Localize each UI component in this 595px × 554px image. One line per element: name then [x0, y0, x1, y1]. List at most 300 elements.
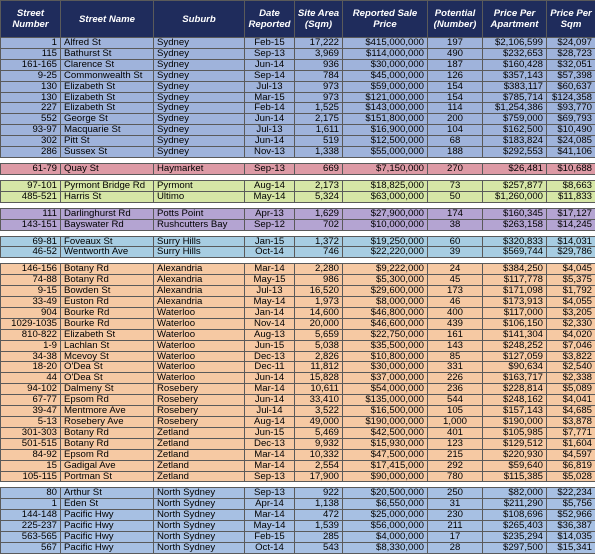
- cell-street-name: Bowden St: [61, 286, 154, 297]
- cell-sale-price: $18,825,000: [343, 180, 428, 191]
- cell-sale-price: $114,000,000: [343, 48, 428, 59]
- cell-price-per-sqm: $5,089: [547, 384, 595, 395]
- cell-date-reported: Dec-13: [245, 351, 295, 362]
- cell-price-per-sqm: $24,085: [547, 136, 595, 147]
- cell-street-name: Dalmeny St: [61, 384, 154, 395]
- cell-sale-price: $22,220,000: [343, 247, 428, 258]
- cell-price-per-apartment: $383,117: [483, 81, 547, 92]
- cell-price-per-sqm: $4,045: [547, 264, 595, 275]
- cell-site-area: 3,522: [295, 406, 343, 417]
- cell-street-number: 67-77: [1, 395, 61, 406]
- table-body: [1, 38, 595, 554]
- cell-suburb: Sydney: [154, 136, 245, 147]
- cell-street-number: 18-20: [1, 362, 61, 373]
- cell-potential: 780: [428, 471, 483, 482]
- cell-sale-price: $45,000,000: [343, 70, 428, 81]
- cell-potential: 50: [428, 191, 483, 202]
- cell-price-per-sqm: $4,597: [547, 449, 595, 460]
- table-row: [1, 163, 595, 174]
- cell-street-number: 552: [1, 114, 61, 125]
- cell-site-area: 20,000: [295, 318, 343, 329]
- table-row: [1, 180, 595, 191]
- table-row: [1, 351, 595, 362]
- cell-price-per-apartment: $785,714: [483, 92, 547, 103]
- cell-street-name: George St: [61, 114, 154, 125]
- cell-price-per-sqm: $14,031: [547, 236, 595, 247]
- cell-price-per-sqm: $3,205: [547, 307, 595, 318]
- cell-price-per-apartment: $90,634: [483, 362, 547, 373]
- table-row: [1, 542, 595, 553]
- cell-potential: 292: [428, 460, 483, 471]
- cell-date-reported: Jun-15: [245, 340, 295, 351]
- col-header-suburb: Suburb: [154, 1, 245, 38]
- cell-sale-price: $46,800,000: [343, 307, 428, 318]
- table-row: [1, 286, 595, 297]
- cell-street-name: O'Dea St: [61, 373, 154, 384]
- cell-potential: 143: [428, 340, 483, 351]
- cell-suburb: Sydney: [154, 48, 245, 59]
- cell-street-name: Macquarie St: [61, 125, 154, 136]
- cell-price-per-sqm: $4,041: [547, 395, 595, 406]
- cell-street-name: Bourke Rd: [61, 318, 154, 329]
- cell-site-area: 1,338: [295, 147, 343, 158]
- cell-sale-price: $35,500,000: [343, 340, 428, 351]
- cell-price-per-sqm: $2,330: [547, 318, 595, 329]
- table-row: [1, 103, 595, 114]
- table-row: [1, 247, 595, 258]
- cell-price-per-apartment: $357,143: [483, 70, 547, 81]
- cell-suburb: Surry Hills: [154, 247, 245, 258]
- cell-potential: 154: [428, 81, 483, 92]
- table-row: [1, 125, 595, 136]
- cell-date-reported: Sep-14: [245, 70, 295, 81]
- cell-suburb: Rosebery: [154, 384, 245, 395]
- cell-street-name: Epsom Rd: [61, 395, 154, 406]
- cell-date-reported: Mar-14: [245, 449, 295, 460]
- col-header-site-area: Site Area (Sqm): [295, 1, 343, 38]
- cell-price-per-apartment: $292,553: [483, 147, 547, 158]
- cell-sale-price: $54,000,000: [343, 384, 428, 395]
- cell-site-area: 3,969: [295, 48, 343, 59]
- cell-suburb: North Sydney: [154, 510, 245, 521]
- cell-price-per-apartment: $384,250: [483, 264, 547, 275]
- table-row: [1, 340, 595, 351]
- cell-sale-price: $15,930,000: [343, 438, 428, 449]
- cell-price-per-sqm: $11,833: [547, 191, 595, 202]
- cell-potential: 1,000: [428, 417, 483, 428]
- cell-price-per-sqm: $14,035: [547, 532, 595, 543]
- cell-site-area: 11,812: [295, 362, 343, 373]
- cell-suburb: Zetland: [154, 460, 245, 471]
- cell-date-reported: Jul-13: [245, 125, 295, 136]
- cell-price-per-apartment: $106,150: [483, 318, 547, 329]
- cell-sale-price: $42,500,000: [343, 427, 428, 438]
- table-row: [1, 362, 595, 373]
- cell-site-area: 49,000: [295, 417, 343, 428]
- cell-potential: 270: [428, 163, 483, 174]
- cell-sale-price: $90,000,000: [343, 471, 428, 482]
- cell-sale-price: $22,750,000: [343, 329, 428, 340]
- cell-suburb: Pyrmont: [154, 180, 245, 191]
- cell-price-per-apartment: $117,778: [483, 275, 547, 286]
- cell-street-number: 80: [1, 488, 61, 499]
- cell-street-name: Elizabeth St: [61, 329, 154, 340]
- cell-price-per-sqm: $15,341: [547, 542, 595, 553]
- cell-street-name: Bathurst St: [61, 48, 154, 59]
- cell-street-name: Botany Rd: [61, 264, 154, 275]
- cell-price-per-apartment: $297,500: [483, 542, 547, 553]
- cell-street-name: Gadigal Ave: [61, 460, 154, 471]
- cell-suburb: North Sydney: [154, 499, 245, 510]
- cell-street-number: 146-156: [1, 264, 61, 275]
- cell-sale-price: $7,150,000: [343, 163, 428, 174]
- cell-suburb: Zetland: [154, 427, 245, 438]
- cell-street-number: 5-13: [1, 417, 61, 428]
- cell-date-reported: Aug-13: [245, 329, 295, 340]
- cell-price-per-apartment: $183,824: [483, 136, 547, 147]
- cell-sale-price: $63,000,000: [343, 191, 428, 202]
- cell-suburb: Zetland: [154, 449, 245, 460]
- cell-date-reported: Apr-14: [245, 499, 295, 510]
- cell-potential: 28: [428, 542, 483, 553]
- cell-sale-price: $8,330,000: [343, 542, 428, 553]
- cell-price-per-sqm: $124,358: [547, 92, 595, 103]
- cell-price-per-apartment: $1,254,386: [483, 103, 547, 114]
- cell-potential: 73: [428, 180, 483, 191]
- col-header-potential: Potential (Number): [428, 1, 483, 38]
- cell-suburb: Rosebery: [154, 417, 245, 428]
- cell-price-per-apartment: $248,252: [483, 340, 547, 351]
- cell-street-name: Wentworth Ave: [61, 247, 154, 258]
- cell-potential: 38: [428, 219, 483, 230]
- cell-price-per-sqm: $7,046: [547, 340, 595, 351]
- cell-potential: 226: [428, 373, 483, 384]
- cell-price-per-apartment: $1,260,000: [483, 191, 547, 202]
- cell-date-reported: Oct-14: [245, 247, 295, 258]
- cell-sale-price: $30,000,000: [343, 59, 428, 70]
- cell-street-name: Mcevoy St: [61, 351, 154, 362]
- cell-date-reported: Dec-11: [245, 362, 295, 373]
- cell-street-name: Mentmore Ave: [61, 406, 154, 417]
- cell-price-per-apartment: $108,696: [483, 510, 547, 521]
- table-row: [1, 136, 595, 147]
- cell-street-number: 46-52: [1, 247, 61, 258]
- cell-sale-price: $6,550,000: [343, 499, 428, 510]
- cell-suburb: Ultimo: [154, 191, 245, 202]
- cell-suburb: North Sydney: [154, 488, 245, 499]
- cell-site-area: 17,900: [295, 471, 343, 482]
- cell-site-area: 10,611: [295, 384, 343, 395]
- cell-sale-price: $9,222,000: [343, 264, 428, 275]
- cell-street-number: 567: [1, 542, 61, 553]
- table-row: [1, 59, 595, 70]
- cell-suburb: Rosebery: [154, 395, 245, 406]
- table-row: [1, 70, 595, 81]
- cell-site-area: 1,372: [295, 236, 343, 247]
- cell-street-number: 69-81: [1, 236, 61, 247]
- cell-date-reported: Sep-13: [245, 471, 295, 482]
- cell-price-per-apartment: $759,000: [483, 114, 547, 125]
- cell-site-area: 784: [295, 70, 343, 81]
- cell-potential: 39: [428, 247, 483, 258]
- cell-street-name: Alfred St: [61, 38, 154, 49]
- cell-street-number: 1: [1, 38, 61, 49]
- cell-street-number: 130: [1, 81, 61, 92]
- table-row: [1, 318, 595, 329]
- cell-date-reported: Jun-14: [245, 136, 295, 147]
- cell-street-number: 34-38: [1, 351, 61, 362]
- cell-price-per-apartment: $569,744: [483, 247, 547, 258]
- cell-price-per-apartment: $163,717: [483, 373, 547, 384]
- cell-site-area: 10,332: [295, 449, 343, 460]
- cell-potential: 154: [428, 92, 483, 103]
- cell-potential: 401: [428, 427, 483, 438]
- cell-price-per-sqm: $4,685: [547, 406, 595, 417]
- cell-street-number: 33-49: [1, 297, 61, 308]
- table-row: [1, 48, 595, 59]
- cell-site-area: 5,038: [295, 340, 343, 351]
- cell-site-area: 33,410: [295, 395, 343, 406]
- cell-suburb: Sydney: [154, 103, 245, 114]
- cell-suburb: Sydney: [154, 70, 245, 81]
- cell-street-number: 130: [1, 92, 61, 103]
- cell-sale-price: $16,500,000: [343, 406, 428, 417]
- cell-price-per-apartment: $211,290: [483, 499, 547, 510]
- cell-street-name: Harris St: [61, 191, 154, 202]
- cell-date-reported: Mar-15: [245, 92, 295, 103]
- cell-date-reported: Jun-14: [245, 114, 295, 125]
- cell-street-name: Pitt St: [61, 136, 154, 147]
- cell-street-number: 904: [1, 307, 61, 318]
- cell-date-reported: Jan-14: [245, 307, 295, 318]
- table-row: [1, 191, 595, 202]
- table-row: [1, 499, 595, 510]
- cell-price-per-sqm: $93,770: [547, 103, 595, 114]
- cell-price-per-apartment: $162,500: [483, 125, 547, 136]
- cell-sale-price: $151,800,000: [343, 114, 428, 125]
- cell-date-reported: Aug-14: [245, 417, 295, 428]
- cell-suburb: Waterloo: [154, 351, 245, 362]
- cell-price-per-apartment: $2,106,599: [483, 38, 547, 49]
- table-row: [1, 510, 595, 521]
- cell-price-per-apartment: $129,512: [483, 438, 547, 449]
- cell-site-area: 9,932: [295, 438, 343, 449]
- cell-price-per-sqm: $52,966: [547, 510, 595, 521]
- cell-suburb: Sydney: [154, 92, 245, 103]
- cell-street-name: Botany Rd: [61, 438, 154, 449]
- cell-price-per-apartment: $257,877: [483, 180, 547, 191]
- cell-date-reported: Dec-13: [245, 438, 295, 449]
- cell-potential: 188: [428, 147, 483, 158]
- cell-street-name: Pacific Hwy: [61, 542, 154, 553]
- cell-date-reported: Nov-14: [245, 318, 295, 329]
- cell-date-reported: May-15: [245, 275, 295, 286]
- table-row: [1, 219, 595, 230]
- cell-street-number: 93-97: [1, 125, 61, 136]
- cell-potential: 400: [428, 307, 483, 318]
- cell-price-per-apartment: $160,428: [483, 59, 547, 70]
- cell-site-area: 973: [295, 81, 343, 92]
- cell-site-area: 5,659: [295, 329, 343, 340]
- cell-sale-price: $20,500,000: [343, 488, 428, 499]
- cell-street-number: 225-237: [1, 521, 61, 532]
- cell-price-per-apartment: $248,162: [483, 395, 547, 406]
- cell-sale-price: $16,900,000: [343, 125, 428, 136]
- cell-street-name: Pacific Hwy: [61, 510, 154, 521]
- cell-sale-price: $121,000,000: [343, 92, 428, 103]
- cell-potential: 114: [428, 103, 483, 114]
- cell-price-per-sqm: $10,688: [547, 163, 595, 174]
- cell-street-number: 84-92: [1, 449, 61, 460]
- cell-date-reported: Feb-15: [245, 38, 295, 49]
- cell-site-area: 973: [295, 92, 343, 103]
- cell-price-per-apartment: $232,653: [483, 48, 547, 59]
- cell-potential: 236: [428, 384, 483, 395]
- cell-sale-price: $55,000,000: [343, 147, 428, 158]
- cell-potential: 197: [428, 38, 483, 49]
- cell-price-per-apartment: $127,059: [483, 351, 547, 362]
- cell-sale-price: $135,000,000: [343, 395, 428, 406]
- cell-potential: 174: [428, 208, 483, 219]
- col-header-reported-sale-price: Reported Sale Price: [343, 1, 428, 38]
- cell-date-reported: Mar-14: [245, 384, 295, 395]
- cell-price-per-sqm: $32,051: [547, 59, 595, 70]
- cell-street-number: 161-165: [1, 59, 61, 70]
- cell-date-reported: Apr-13: [245, 208, 295, 219]
- cell-date-reported: Oct-14: [245, 542, 295, 553]
- cell-potential: 544: [428, 395, 483, 406]
- cell-site-area: 2,175: [295, 114, 343, 125]
- cell-price-per-apartment: $82,000: [483, 488, 547, 499]
- table-row: [1, 147, 595, 158]
- cell-street-name: Pacific Hwy: [61, 532, 154, 543]
- cell-suburb: Rosebery: [154, 406, 245, 417]
- cell-site-area: 2,826: [295, 351, 343, 362]
- cell-sale-price: $30,000,000: [343, 362, 428, 373]
- cell-date-reported: Jun-14: [245, 395, 295, 406]
- cell-date-reported: Sep-13: [245, 48, 295, 59]
- cell-price-per-sqm: $2,338: [547, 373, 595, 384]
- cell-date-reported: Sep-12: [245, 219, 295, 230]
- table-row: [1, 460, 595, 471]
- table-row: [1, 395, 595, 406]
- cell-date-reported: Jun-15: [245, 427, 295, 438]
- cell-price-per-sqm: $17,127: [547, 208, 595, 219]
- cell-street-name: Bayswater Rd: [61, 219, 154, 230]
- cell-price-per-apartment: $235,294: [483, 532, 547, 543]
- cell-sale-price: $10,000,000: [343, 219, 428, 230]
- table-row: [1, 438, 595, 449]
- cell-price-per-sqm: $5,028: [547, 471, 595, 482]
- col-header-street-name: Street Name: [61, 1, 154, 38]
- cell-suburb: Alexandria: [154, 264, 245, 275]
- cell-price-per-sqm: $6,819: [547, 460, 595, 471]
- table-row: [1, 264, 595, 275]
- cell-date-reported: Jul-13: [245, 286, 295, 297]
- cell-sale-price: $4,000,000: [343, 532, 428, 543]
- cell-suburb: Sydney: [154, 38, 245, 49]
- cell-street-name: Darlinghurst Rd: [61, 208, 154, 219]
- cell-site-area: 16,520: [295, 286, 343, 297]
- cell-potential: 85: [428, 351, 483, 362]
- cell-potential: 490: [428, 48, 483, 59]
- cell-street-number: 1029-1035: [1, 318, 61, 329]
- col-header-date-reported: Date Reported: [245, 1, 295, 38]
- table-row: [1, 532, 595, 543]
- cell-street-name: Sussex St: [61, 147, 154, 158]
- cell-sale-price: $29,600,000: [343, 286, 428, 297]
- cell-street-name: Eden St: [61, 499, 154, 510]
- cell-site-area: 1,138: [295, 499, 343, 510]
- cell-street-number: 9-25: [1, 70, 61, 81]
- cell-price-per-sqm: $41,106: [547, 147, 595, 158]
- cell-street-number: 301-303: [1, 427, 61, 438]
- cell-date-reported: May-14: [245, 521, 295, 532]
- cell-price-per-sqm: $28,723: [547, 48, 595, 59]
- cell-street-number: 286: [1, 147, 61, 158]
- cell-sale-price: $27,900,000: [343, 208, 428, 219]
- cell-price-per-apartment: $160,345: [483, 208, 547, 219]
- cell-sale-price: $25,000,000: [343, 510, 428, 521]
- table-row: [1, 208, 595, 219]
- cell-suburb: Waterloo: [154, 373, 245, 384]
- cell-price-per-sqm: $14,245: [547, 219, 595, 230]
- cell-date-reported: Sep-13: [245, 163, 295, 174]
- col-header-price-per-sqm: Price Per Sqm: [547, 1, 595, 38]
- cell-street-name: Lachlan St: [61, 340, 154, 351]
- table-row: [1, 92, 595, 103]
- table-row: [1, 384, 595, 395]
- cell-price-per-apartment: $265,403: [483, 521, 547, 532]
- cell-date-reported: Feb-14: [245, 103, 295, 114]
- cell-street-name: Portman St: [61, 471, 154, 482]
- cell-suburb: North Sydney: [154, 521, 245, 532]
- cell-suburb: Zetland: [154, 438, 245, 449]
- cell-date-reported: Mar-14: [245, 264, 295, 275]
- cell-date-reported: Jul-13: [245, 81, 295, 92]
- cell-sale-price: $46,600,000: [343, 318, 428, 329]
- cell-site-area: 986: [295, 275, 343, 286]
- cell-price-per-sqm: $5,375: [547, 275, 595, 286]
- cell-potential: 31: [428, 499, 483, 510]
- cell-suburb: Potts Point: [154, 208, 245, 219]
- table-row: [1, 373, 595, 384]
- cell-potential: 215: [428, 449, 483, 460]
- cell-street-name: Elizabeth St: [61, 92, 154, 103]
- cell-site-area: 519: [295, 136, 343, 147]
- cell-suburb: Alexandria: [154, 275, 245, 286]
- cell-street-number: 1: [1, 499, 61, 510]
- cell-sale-price: $12,500,000: [343, 136, 428, 147]
- cell-sale-price: $17,415,000: [343, 460, 428, 471]
- cell-suburb: Alexandria: [154, 286, 245, 297]
- cell-street-number: 1-9: [1, 340, 61, 351]
- cell-street-name: O'Dea St: [61, 362, 154, 373]
- col-header-price-per-apartment: Price Per Apartment: [483, 1, 547, 38]
- cell-price-per-sqm: $57,398: [547, 70, 595, 81]
- cell-potential: 24: [428, 264, 483, 275]
- cell-price-per-apartment: $115,385: [483, 471, 547, 482]
- cell-price-per-sqm: $22,234: [547, 488, 595, 499]
- cell-site-area: 2,554: [295, 460, 343, 471]
- cell-street-number: 15: [1, 460, 61, 471]
- cell-date-reported: Jun-14: [245, 59, 295, 70]
- cell-street-name: Rosebery Ave: [61, 417, 154, 428]
- cell-suburb: Sydney: [154, 114, 245, 125]
- table-row: [1, 417, 595, 428]
- cell-suburb: Zetland: [154, 471, 245, 482]
- header-row: [1, 1, 595, 38]
